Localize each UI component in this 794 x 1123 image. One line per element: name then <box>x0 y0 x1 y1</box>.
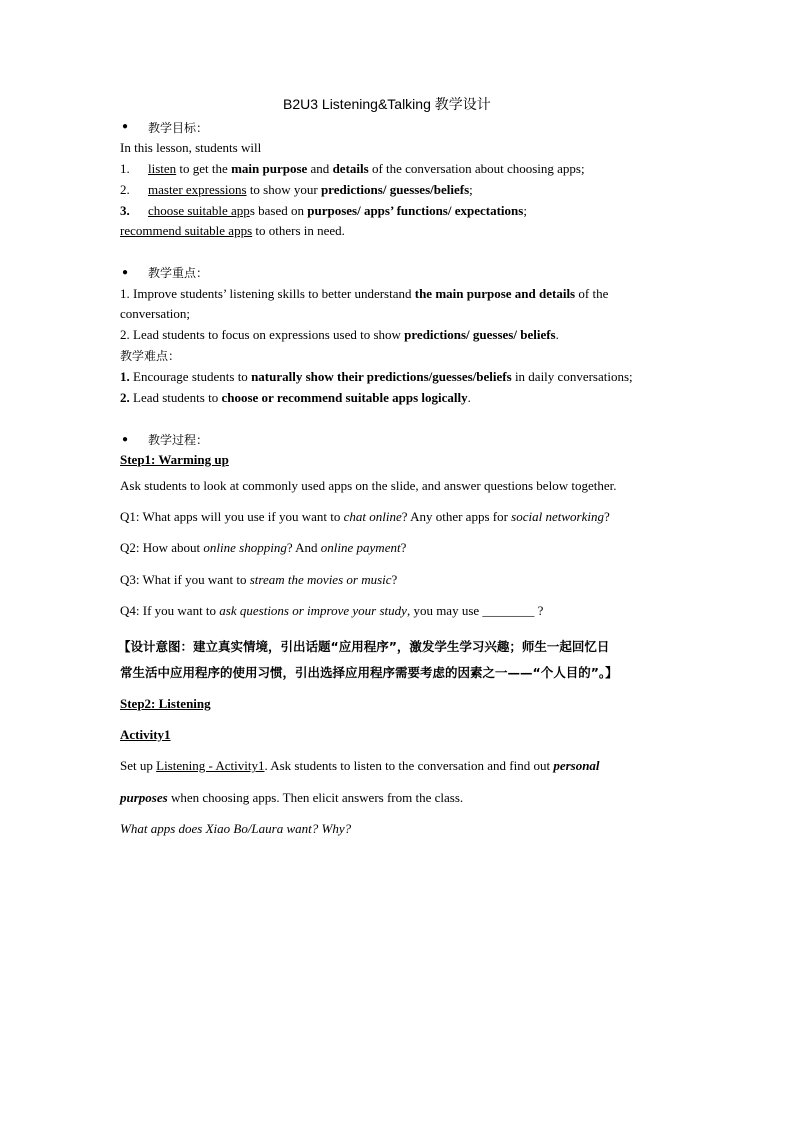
design-note-line-2: 常生活中应用程序的使用习惯，引出选择应用程序需要考虑的因素之一——“个人目的”。】 <box>120 665 618 680</box>
objective-item-3: 3. choose suitable apps based on purposes/ apps’ functions/ expectations; <box>120 203 527 218</box>
objectives-intro: In this lesson, students will <box>120 140 262 155</box>
question-2: Q2: How about online shopping? And online payment? <box>120 540 407 555</box>
difficult-points-heading: 教学难点： <box>120 349 181 363</box>
document-title: B2U3 Listening&Talking 教学设计 <box>283 96 491 112</box>
difficult-point-2: 2. Lead students to choose or recommend suitable apps logically. <box>120 390 471 405</box>
activity1-instruction-line-1: Set up Listening - Activity1. Ask students to listen to the conversation and find out personal <box>120 758 600 773</box>
activity1-question: What apps does Xiao Bo/Laura want? Why? <box>120 821 352 836</box>
key-points-heading: 教学重点： <box>148 266 209 280</box>
question-3: Q3: What if you want to stream the movies or music? <box>120 572 398 587</box>
question-1: Q1: What apps will you use if you want to chat online? Any other apps for social networking? <box>120 509 610 524</box>
process-heading: 教学过程： <box>148 433 209 447</box>
bullet-icon: ● <box>122 121 129 132</box>
step1-heading: Step1: Warming up <box>120 452 229 467</box>
step1-description: Ask students to look at commonly used apps on the slide, and answer questions below together. <box>120 478 617 493</box>
bullet-icon: ● <box>122 434 129 445</box>
objective-item-4: recommend suitable apps to others in need. <box>120 223 345 238</box>
key-point-2: 2. Lead students to focus on expressions used to show predictions/ guesses/ beliefs. <box>120 327 559 342</box>
question-4: Q4: If you want to ask questions or improve your study, you may use ________ ? <box>120 603 544 618</box>
difficult-point-1: 1. Encourage students to naturally show their predictions/guesses/beliefs in daily conversations; <box>120 369 633 384</box>
key-point-1-cont: conversation; <box>120 306 191 321</box>
key-point-1: 1. Improve students’ listening skills to better understand the main purpose and details of the <box>120 286 609 301</box>
objective-item-2: 2. master expressions to show your predictions/ guesses/beliefs; <box>120 182 473 197</box>
bullet-icon: ● <box>122 267 129 278</box>
activity1-heading: Activity1 <box>120 727 171 742</box>
objectives-heading: 教学目标： <box>148 121 209 135</box>
objective-item-1: 1. listen to get the main purpose and details of the conversation about choosing apps; <box>120 161 585 176</box>
design-note-line-1: 【设计意图：建立真实情境，引出话题“应用程序”，激发学生学习兴趣；师生一起回忆日 <box>118 639 610 654</box>
activity1-instruction-line-2: purposes when choosing apps. Then elicit answers from the class. <box>120 790 464 805</box>
step2-heading: Step2: Listening <box>120 696 211 711</box>
